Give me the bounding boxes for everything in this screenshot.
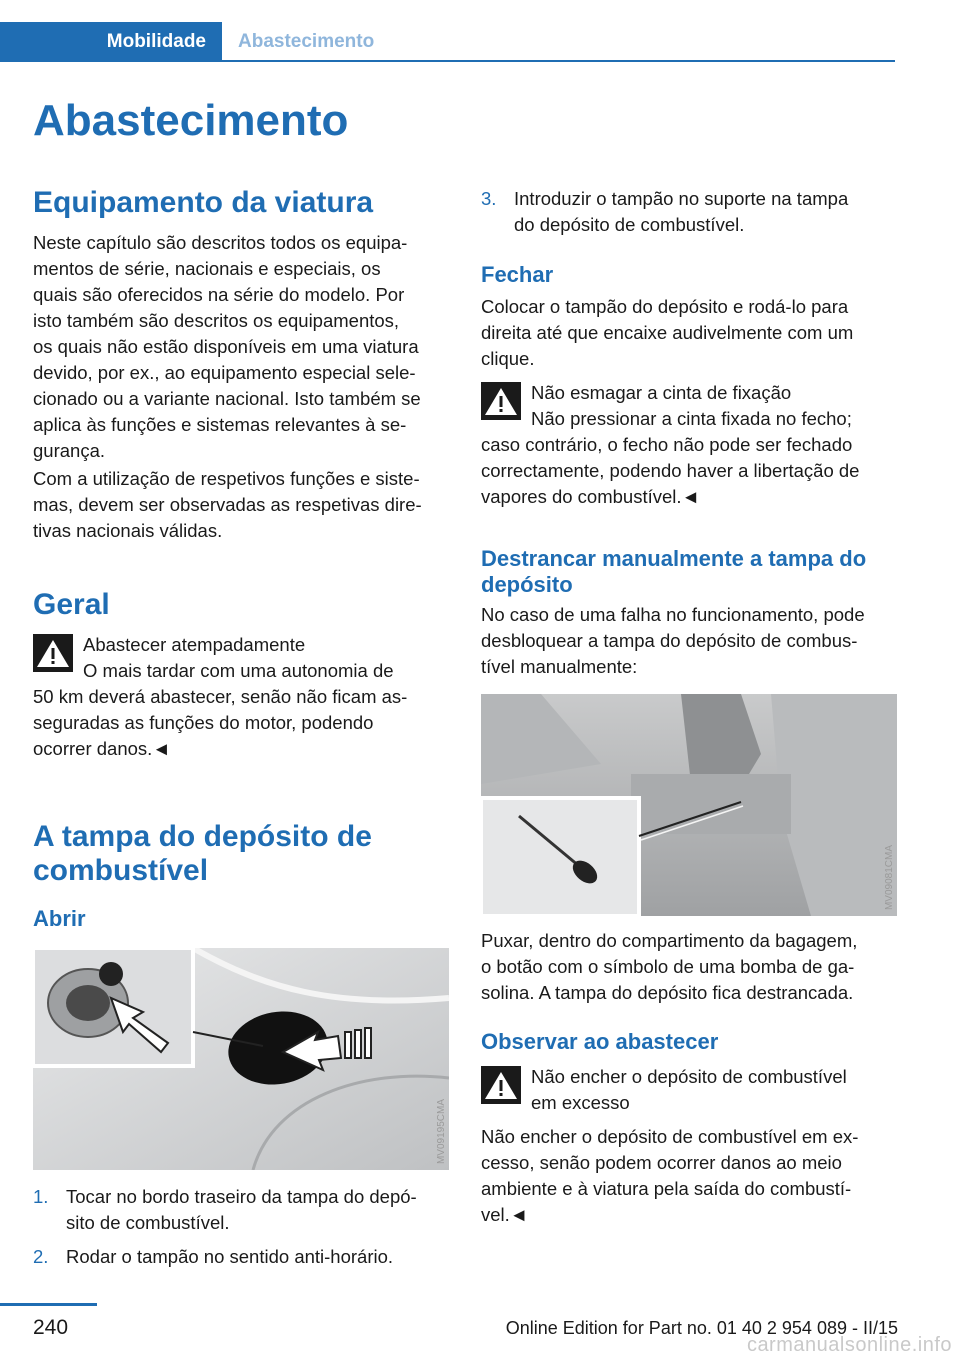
heading-line: depósito bbox=[481, 572, 573, 597]
heading-observar: Observar ao abastecer bbox=[481, 1029, 719, 1054]
text-line: 50 km deverá abastecer, senão não ficam as- bbox=[33, 686, 408, 707]
text-line: gurança. bbox=[33, 440, 105, 461]
steps-list-right bbox=[481, 186, 901, 238]
text-line: sito de combustível. bbox=[66, 1212, 230, 1233]
text-line: direita até que encaixe audivelmente com um bbox=[481, 322, 854, 343]
text-line: Introduzir o tampão no suporte na tampa bbox=[514, 188, 849, 209]
text-line: devido, por ex., ao equipamento especial sele- bbox=[33, 362, 416, 383]
warning-triangle-icon bbox=[481, 1066, 521, 1104]
text-line: ocorrer danos.◄ bbox=[33, 738, 171, 759]
warning-title: em excesso bbox=[531, 1092, 630, 1113]
heading-equipamento: Equipamento da viatura bbox=[33, 186, 374, 219]
paragraph-equipamento-1 bbox=[33, 230, 453, 464]
text-line: aplica às funções e sistemas relevantes à se- bbox=[33, 414, 407, 435]
paragraph-fechar bbox=[481, 294, 901, 372]
tab-mobilidade[interactable]: Mobilidade bbox=[0, 22, 222, 62]
text-line: vel.◄ bbox=[481, 1204, 529, 1225]
warning-fechar bbox=[481, 380, 901, 510]
list-item bbox=[481, 186, 901, 238]
text-line: vapores do combustível.◄ bbox=[481, 486, 700, 507]
step-number: 2. bbox=[33, 1246, 49, 1267]
photo-code: MV09195CMA bbox=[436, 1098, 447, 1164]
online-edition-text: Online Edition for Part no. 01 40 2 954 089 - II/15 bbox=[505, 1318, 898, 1338]
fuel-flap-illustration bbox=[33, 948, 449, 1170]
text-line: mas, devem ser observadas as respetivas dire- bbox=[33, 494, 422, 515]
text-line: desbloquear a tampa do depósito de combus- bbox=[481, 630, 858, 651]
text-line: Rodar o tampão no sentido anti-horário. bbox=[66, 1246, 394, 1267]
step-number: 3. bbox=[481, 188, 497, 209]
text-line: isto também são descritos os equipamentos, bbox=[33, 310, 400, 331]
text-line: do depósito de combustível. bbox=[514, 214, 745, 235]
text-line: cesso, senão podem ocorrer danos ao meio bbox=[481, 1152, 842, 1173]
text-line: caso contrário, o fecho não pode ser fechado bbox=[481, 434, 853, 455]
text-line: Com a utilização de respetivos funções e siste- bbox=[33, 468, 420, 489]
text-line: correctamente, podendo haver a libertação de bbox=[481, 460, 860, 481]
warning-observar bbox=[481, 1064, 901, 1228]
step-number: 1. bbox=[33, 1186, 49, 1207]
text-line: tivas nacionais válidas. bbox=[33, 520, 223, 541]
paragraph-equipamento-2 bbox=[33, 466, 453, 544]
warning-geral bbox=[33, 632, 453, 762]
text-line: No caso de uma falha no funcionamento, pode bbox=[481, 604, 865, 625]
text-line: Puxar, dentro do compartimento da bagagem, bbox=[481, 930, 858, 951]
text-line: Neste capítulo são descritos todos os equipa- bbox=[33, 232, 408, 253]
text-line: os quais não estão disponíveis em uma viatura bbox=[33, 336, 419, 357]
paragraph-destrancar bbox=[481, 602, 901, 680]
warning-title: Não encher o depósito de combustível bbox=[531, 1066, 847, 1087]
warning-title: Não esmagar a cinta de fixação bbox=[531, 382, 792, 403]
watermark: carmanualsonline.info bbox=[746, 1334, 952, 1356]
heading-line: A tampa do depósito de bbox=[33, 820, 372, 853]
text-line: Não encher o depósito de combustível em ex- bbox=[481, 1126, 859, 1147]
photo-trunk-release bbox=[481, 694, 897, 916]
warning-title: Abastecer atempadamente bbox=[83, 634, 306, 655]
text-line: seguradas as funções do motor, podendo bbox=[33, 712, 374, 733]
text-line: solina. A tampa do depósito fica destrancada. bbox=[481, 982, 854, 1003]
photo-fuel-flap bbox=[33, 948, 449, 1170]
text-line: Colocar o tampão do depósito e rodá-lo para bbox=[481, 296, 849, 317]
footer-divider bbox=[0, 1303, 97, 1306]
text-line: tível manualmente: bbox=[481, 656, 638, 677]
list-item bbox=[33, 1244, 453, 1270]
text-line: clique. bbox=[481, 348, 535, 369]
trunk-illustration bbox=[481, 694, 897, 916]
paragraph-puxar bbox=[481, 928, 901, 1006]
warning-triangle-icon bbox=[481, 382, 521, 420]
page-number: 240 bbox=[33, 1316, 69, 1339]
photo-code: MV09081CMA bbox=[884, 844, 895, 910]
warning-triangle-icon bbox=[33, 634, 73, 672]
text-line: o botão com o símbolo de uma bomba de ga- bbox=[481, 956, 855, 977]
text-line: Não pressionar a cinta fixada no fecho; bbox=[531, 408, 852, 429]
page-title: Abastecimento bbox=[33, 96, 349, 145]
text-line: ambiente e à viatura pela saída do combustí- bbox=[481, 1178, 852, 1199]
heading-fechar: Fechar bbox=[481, 262, 554, 287]
heading-line: Destrancar manualmente a tampa do bbox=[481, 546, 867, 571]
text-line: Tocar no bordo traseiro da tampa do depó- bbox=[66, 1186, 417, 1207]
text-line: quais são oferecidos na série do modelo. Por bbox=[33, 284, 405, 305]
heading-line: combustível bbox=[33, 854, 209, 887]
steps-list-left bbox=[33, 1184, 453, 1270]
text-line: cionado ou a variante nacional. Isto também se bbox=[33, 388, 421, 409]
tab-abastecimento[interactable]: Abastecimento bbox=[238, 31, 375, 52]
text-line: mentos de série, nacionais e especiais, os bbox=[33, 258, 381, 279]
heading-geral: Geral bbox=[33, 588, 110, 621]
text-line: O mais tardar com uma autonomia de bbox=[83, 660, 394, 681]
heading-destrancar bbox=[481, 546, 866, 598]
list-item bbox=[33, 1184, 453, 1236]
heading-abrir: Abrir bbox=[33, 906, 86, 931]
header-divider bbox=[0, 60, 895, 62]
header bbox=[0, 22, 895, 62]
heading-tampa bbox=[33, 820, 372, 888]
